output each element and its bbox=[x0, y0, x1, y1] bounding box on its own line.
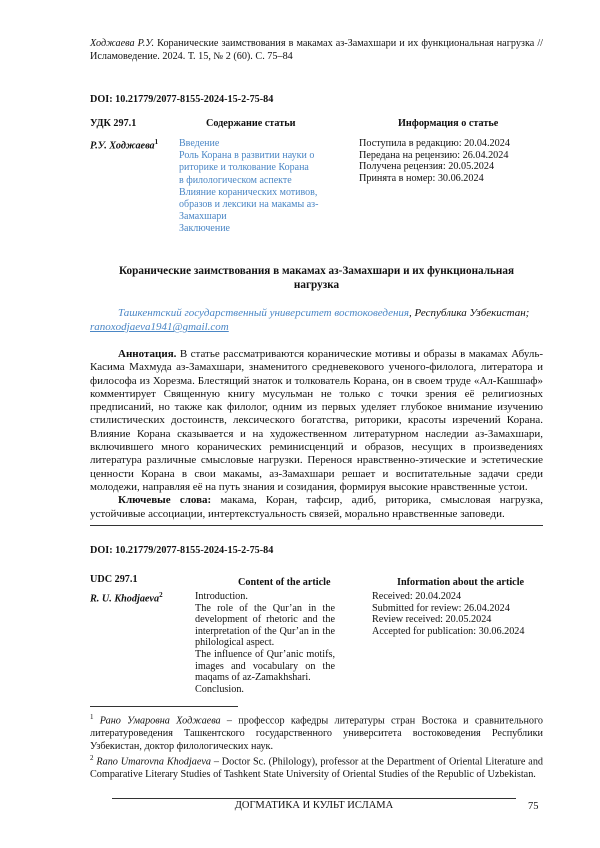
toc-link-role-ru-2[interactable]: риторике и толкование Корана bbox=[179, 162, 309, 174]
affiliation-country: , Республика Узбекистан; bbox=[409, 307, 530, 319]
toc-link-intro-ru[interactable]: Введение bbox=[179, 138, 220, 149]
affiliation-university[interactable]: Ташкентский государственный университет востоковедения bbox=[118, 307, 410, 319]
toc-link-role-ru-3[interactable]: в филологическом аспекте bbox=[179, 174, 292, 186]
info-received-en: Received: 20.04.2024 bbox=[372, 591, 462, 602]
contents-list-ru bbox=[179, 138, 329, 236]
toc-link-conclusion-ru[interactable]: Заключение bbox=[179, 223, 230, 235]
author-email-link[interactable]: ranoxodjaeva1941@gmail.com bbox=[90, 321, 229, 333]
author-ru-name: Р.У. Ходжаева bbox=[90, 140, 155, 152]
contents-heading-ru: Содержание статьи bbox=[206, 118, 296, 129]
info-submitted-ru: Передана на рецензию: 26.04.2024 bbox=[359, 149, 509, 161]
footnote-1-text: – профессор кафедры литературы стран Востока и сравнительного литературоведения Ташкентского государственного университета востоковедения Республики Узбекистан, доктор филологических наук. bbox=[90, 715, 544, 753]
abstract-ru bbox=[90, 348, 543, 521]
footnote-1-name: Рано Умаровна Ходжаева bbox=[99, 715, 221, 727]
footnote-1-num: 1 bbox=[90, 713, 94, 721]
contents-list-en bbox=[195, 591, 335, 695]
running-header bbox=[90, 38, 543, 63]
author-ru-footnote-ref: 1 bbox=[154, 138, 159, 146]
affiliation bbox=[90, 306, 543, 334]
toc-item-influence-en: The influence of Qur’anic motifs, images and vocabulary on the maqams of az-Zamakhshari. bbox=[195, 648, 335, 684]
keywords-text: макама, Коран, тафсир, адиб, риторика, смысловая нагрузка, устойчивые ассоциации, интертекстуальность связей, морально нравственные заповеди. bbox=[90, 494, 543, 520]
footnote-rule bbox=[90, 706, 238, 707]
abstract-text: В статье рассматриваются коранические мотивы и образы в макамах Абуль-Касима Махмуда аз-Замахшари, знаменитого средневекового ученого-филолога, литератора и философа из Хорезма. Блестящий знаток и толкователь Корана, он в своем труде «Ал-Кашшаф» комментирует Священную книгу мусульман не только с точки зрения её религиозных предписаний, но также как филолог, одним из первых уделяет глубокое внимание изучению стилистических достоинств, лексического богатства, риторики, красоты изречений Корана. Влияние Корана сказывается и на художественном литературном наследии аз-Замахшари, включившего много коранических реминисценций и образов, несущих в произведениях литература различные смысловые нагрузки. Перенося нравственно-этические и эстетические ценности Корана в свои макамы, аз-Замахшари решает и воспитательные задачи среди молодежи, направляя её на путь знания и созидания, формируя высокие нравственные устои. bbox=[90, 348, 543, 493]
keywords-label: Ключевые слова: bbox=[118, 494, 212, 507]
article-title-ru bbox=[90, 264, 543, 292]
author-en-name: R. U. Khodjaeva bbox=[90, 593, 160, 605]
info-accepted-ru: Принята в номер: 30.06.2024 bbox=[359, 172, 484, 184]
author-en-footnote-ref: 2 bbox=[159, 591, 163, 599]
header-author: Ходжаева Р.У. bbox=[90, 38, 155, 49]
abstract-paragraph bbox=[90, 348, 543, 494]
abstract-label: Аннотация. bbox=[118, 348, 177, 360]
doi-en: DOI: 10.21779/2077-8155-2024-15-2-75-84 bbox=[90, 545, 274, 556]
toc-item-intro-en: Introduction. bbox=[195, 591, 248, 602]
toc-item-role-en: The role of the Qur’an in the development of rhetoric and the interpretation of the Qur’an in the philological aspect. bbox=[195, 602, 335, 649]
info-received-ru: Поступила в редакцию: 20.04.2024 bbox=[359, 138, 510, 149]
footnote-2-num: 2 bbox=[90, 754, 94, 762]
section-divider bbox=[90, 525, 543, 526]
info-heading-ru: Информация о статье bbox=[398, 118, 499, 129]
article-info-ru bbox=[359, 138, 510, 184]
author-ru bbox=[90, 138, 158, 151]
info-submitted-en: Submitted for review: 26.04.2024 bbox=[372, 602, 510, 614]
info-accepted-en: Accepted for publication: 30.06.2024 bbox=[372, 625, 525, 637]
contents-heading-en: Content of the article bbox=[238, 577, 331, 588]
title-line-1: Коранические заимствования в макамах аз-Замахшари и их функциональная bbox=[118, 265, 515, 277]
info-review-ru: Получена рецензия: 20.05.2024 bbox=[359, 161, 495, 173]
toc-link-influence-ru-3[interactable]: Замахшари bbox=[179, 211, 227, 223]
author-en bbox=[90, 591, 163, 604]
footnote-2-text: – Doctor Sc. (Philology), professor at the Department of Oriental Literature and Comparative Literary Studies of Tashkent State University of Oriental Studies of the Republic of Uzbekistan. bbox=[90, 756, 544, 781]
toc-link-role-ru[interactable]: Роль Корана в развитии науки о bbox=[179, 150, 315, 162]
doi-ru: DOI: 10.21779/2077-8155-2024-15-2-75-84 bbox=[90, 94, 274, 105]
footer-rule bbox=[112, 798, 516, 799]
page-number: 75 bbox=[528, 801, 539, 812]
toc-item-conclusion-en: Conclusion. bbox=[195, 683, 244, 695]
footnote-2-name: Rano Umarovna Khodjaeva bbox=[96, 756, 211, 768]
title-line-2: нагрузка bbox=[293, 279, 340, 291]
toc-link-influence-ru-2[interactable]: образов и лексики на макамы аз- bbox=[179, 199, 319, 211]
journal-section-name: ДОГМАТИКА И КУЛЬТ ИСЛАМА bbox=[234, 800, 394, 811]
toc-link-influence-ru[interactable]: Влияние коранических мотивов, bbox=[179, 186, 318, 198]
info-review-en: Review received: 20.05.2024 bbox=[372, 614, 492, 626]
udk-ru: УДК 297.1 bbox=[90, 118, 137, 129]
article-info-en bbox=[372, 591, 525, 637]
keywords-paragraph bbox=[90, 494, 543, 521]
header-citation: Коранические заимствования в макамах аз-Замахшари и их функциональная нагрузка // Исламоведение. 2024. Т. 15, № 2 (60). С. 75–84 bbox=[90, 38, 543, 62]
footnote-1 bbox=[90, 711, 543, 753]
udc-en: UDC 297.1 bbox=[90, 574, 138, 585]
footnote-2 bbox=[90, 752, 543, 781]
info-heading-en: Information about the article bbox=[397, 577, 525, 588]
